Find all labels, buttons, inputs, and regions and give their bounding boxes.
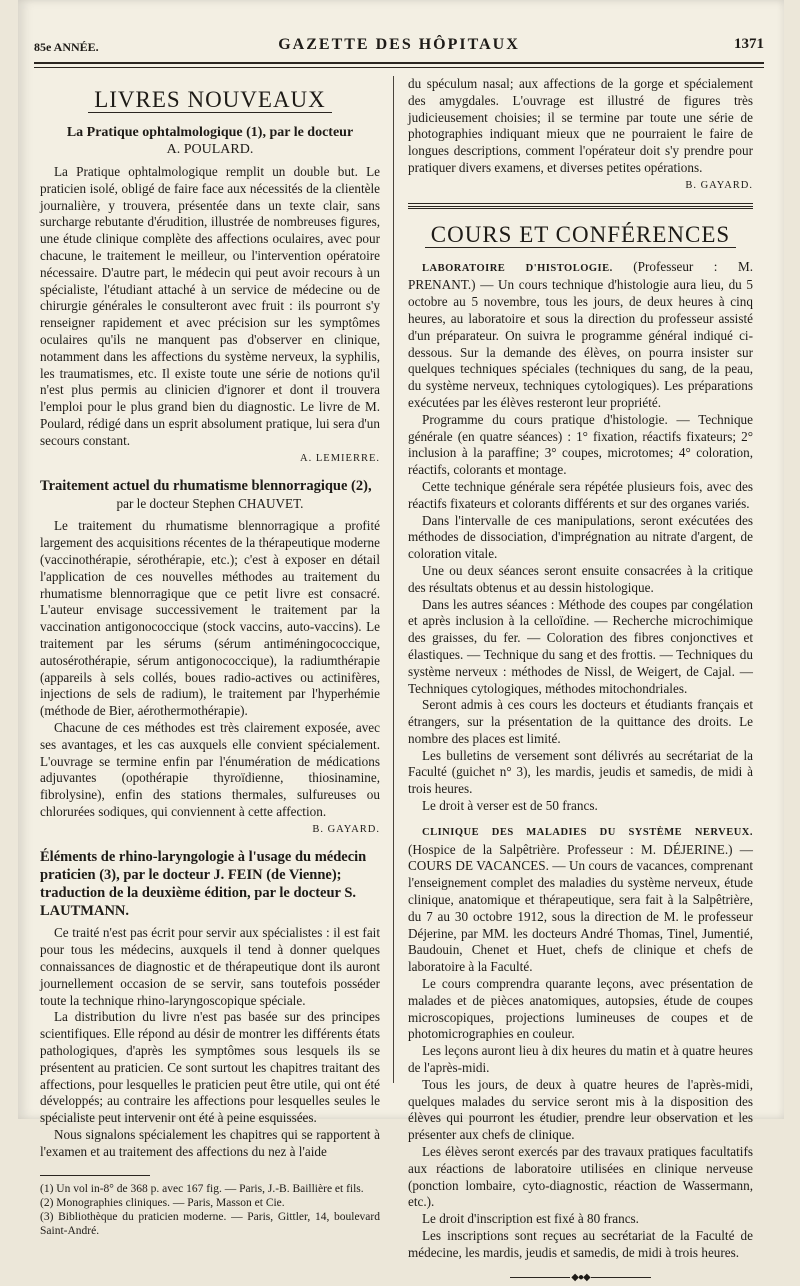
book3-signature: B. GAYARD. (685, 179, 753, 191)
book1-heading (40, 124, 380, 158)
book1-signature: A. LEMIERRE. (300, 452, 380, 464)
histology-p9: Le droit à verser est de 50 francs. (422, 798, 598, 814)
section-title-text: LIVRES NOUVEAUX (88, 87, 332, 113)
book3-review-p1: Ce traité n'est pas écrit pour servir aux spécialistes : il est fait pour tous les médecins, auxquels il tend à donner quelques connaissances de diagnostic et de thérapeutique dont ils auront journellement occasion de se servir, sans toutefois posséder toute la technique rhino-laryngoscopique spéciale. (40, 925, 380, 1008)
book3-review-continued: du spéculum nasal; aux affections de la gorge et spécialement des amygdales. L'ouvrage est illustré de figures très judicieusement choisies; il se termine par toute une série de photographies indiquant mieux que ne pourraient le faire de longues descriptions, comment l'opérateur doit s'y prendre pour pratiquer divers examens, et diverses petites opérations. (408, 76, 753, 175)
section-title-cours (408, 221, 753, 249)
clinique-p2: Le cours comprendra quarante leçons, avec présentation de malades et de pièces anatomiques, autopsies, étude de coupes microscopiques, projections lumineuses de coupes et de photomicrographies en couleur. (408, 976, 753, 1042)
book1-title: La Pratique ophtalmologique (1), par le docteur (66, 125, 354, 140)
book1-author: A. POULARD. (166, 142, 254, 157)
book2-author: par le docteur Stephen CHAUVET. (116, 496, 304, 512)
histology-p4: Dans l'intervalle de ces manipulations, seront exécutées des méthodes de dissociation, d'imprégnation au nitrate d'argent, de coloration vitale. (408, 512, 753, 562)
column-separator (393, 76, 394, 1083)
section-divider (408, 203, 753, 204)
journal-title: GAZETTE DES HÔPITAUX (278, 36, 520, 53)
histology-p3: Cette technique générale sera répétée plusieurs fois, avec des réactifs fixateurs et colorants différents et sur des organes variés. (408, 478, 753, 511)
section-title-cours-text: COURS ET CONFÉRENCES (425, 222, 736, 248)
left-column (40, 82, 380, 1238)
histology-program: Programme du cours pratique d'histologie. — Technique générale (en quatre séances) : 1° fixation, réactifs fixateurs; 2° inclusion à la paraffine; 3° coupes, microtomes; 4° coloration, réactifs, colorants et montage. (408, 411, 753, 478)
footnote-rule (40, 1175, 150, 1176)
end-ornament: ◆●◆ (408, 1270, 753, 1286)
book2-review-p2: Chacune de ces méthodes est très clairement exposée, avec ses avantages, et les cas auxquels elle convient spécialement. L'ouvrage se termine enfin par l'énumération de médications adjuvantes (opothérapie thyroïdienne, thiosinamine, fibrolysine), enfin des stations thermales, sulfureuses ou chlorurées sodiques, qui conviennent à cette affection. (40, 719, 380, 819)
footnote-2: (2) Monographies cliniques. — Paris, Masson et Cie. (40, 1196, 285, 1209)
page-number: 1371 (734, 36, 764, 52)
book2-review-p1: Le traitement du rhumatisme blennorragique a profité largement des acquisitions récentes de la thérapeutique moderne (vaccinothérapie, sérothérapie, etc.); c'est à exposer en détail l'application de ces nouvelles méthodes au traitement du rhumatisme blennorragique que ce petit livre est consacré. L'auteur envisage successivement le traitement par la vaccination antigonococcique (stock vaccins, auto-vaccins). Le traitement par les sérums (sérum antiméningococcique, autosérothérapie, sérum antigonococcique), la radiumthérapie (appareils à sels collés, boues radio-actives ou actinifères, injections de sels de radium), le traitement par l'hyperhémie (méthode de Bier, aérothermothérapie). (40, 518, 380, 719)
clinique-p6: Le droit d'inscription est fixé à 80 francs. (422, 1211, 639, 1227)
clinique-intro: (Hospice de la Salpêtrière. Professeur : M. DÉJERINE.) — COURS DE VACANCES. — Un cours de vacances, comprenant l'enseignement complet des maladies du système nerveux, étude clinique, anatomique et thérapeutique, sera fait à la Salpêtrière, du 7 au 30 octobre 1912, sous la direction de M. le professeur Déjerine, par MM. les docteurs André Thomas, Tinel, Jumentié, Baudouin, Chenet et Huet, chefs de clinique et chefs de laboratoire à la Faculté. (408, 841, 753, 975)
clinique-p4: Tous les jours, de deux à quatre heures de l'après-midi, quelques malades du service seront mis à la disposition des élèves qui pourront les étudier, prendre leur observation et les présenter aux chefs de clinique. (408, 1076, 753, 1143)
newspaper-page (18, 0, 784, 1283)
book3-heading: Éléments de rhino-laryngologie à l'usage du médecin praticien (3), par le docteur J. FEIN (de Vienne); traduction de la deuxième édition, par le docteur S. LAUTMANN. (40, 849, 367, 920)
clinique-p7: Les inscriptions sont reçues au secrétariat de la Faculté de médecine, les mardis, jeudis et samedis, de midi à trois heures. (408, 1228, 753, 1260)
footnote-1: (1) Un vol in-8° de 368 p. avec 167 fig. — Paris, J.-B. Baillière et fils. (40, 1182, 364, 1195)
footnote-3: (3) Bibliothèque du praticien moderne. — Paris, Gittler, 14, boulevard Saint-André. (40, 1210, 380, 1237)
histology-p8: Les bulletins de versement sont délivrés au secrétariat de la Faculté (guichet n° 3), les mardis, jeudis et samedis, de midi à trois heures. (408, 747, 753, 797)
histology-notice (408, 259, 753, 412)
histology-professor: (Professeur : M. PRENANT.) (408, 258, 753, 293)
book2-title: Traitement actuel du rhumatisme blennorragique (2), (40, 478, 372, 495)
book1-review: La Pratique ophtalmologique remplit un double but. Le praticien isolé, obligé de faire face aux nécessités de la clientèle journalière, y trouvera, présentée dans un texte clair, sans surcharge rebutante d'érudition, illustrée de nombreuses figures, une étude clinique complète des affections oculaires, avec pour chacune, le traitement le meilleur, ou l'intervention opératoire nécessaire. D'autre part, le médecin qui peut avoir recours à un spécialiste, l'étudiant attaché à un service de médecine ou de chirurgie générales le consulteront avec fruit : ils pourront s'y renseigner rapidement et avec précision sur les symptômes oculaires qu'ils ne manquent pas d'observer en clinique, notamment dans les affections du système nerveux, la syphilis, les traumatismes, etc. Il existe toute une série de notions qu'il n'est plus permis au clinicien d'ignorer et dont il trouvera l'emploi pour le plus grand bien du diagnostic. Le livre de M. Poulard, rédigé dans un esprit absolument pratique, lui sera d'un secours constant. (40, 164, 380, 448)
clinique-p3: Les leçons auront lieu à dix heures du matin et à quatre heures de l'après-midi. (408, 1043, 753, 1076)
book2-heading (40, 477, 380, 513)
clinique-heading: CLINIQUE DES MALADIES DU SYSTÈME NERVEUX. (422, 826, 753, 838)
section-title-livres (40, 86, 380, 114)
volume-year: 85e ANNÉE. (34, 40, 99, 54)
histology-p5: Une ou deux séances seront ensuite consacrées à la critique des résultats obtenus et au dessin histologique. (408, 562, 753, 595)
book3-review-p3: Nous signalons spécialement les chapitres qui se rapportent à l'examen et au traitement des affections du nez à l'aide (40, 1127, 380, 1159)
header-rule-thin (34, 67, 764, 68)
book3-review-p2: La distribution du livre n'est pas basée sur des principes scientifiques. Elle répond au désir de montrer les différents états pathologiques, d'après les symptômes sous lesquels ils se présentent au praticien. Ce sont surtout les chapitres traitant des affections, pour lesquelles le praticien peut être utile, qui ont été développés; au contraire les affections pour lesquelles seules le spécialiste peut intervenir ont été à peine esquissées. (40, 1009, 380, 1126)
clinique-p5: Les élèves seront exercés par des travaux pratiques facultatifs aux réactions de laboratoire utilisées en clinique nerveuse (ponction lombaire, cyto-diagnostic, réaction de Wassermann, etc.). (408, 1144, 753, 1210)
footnotes (40, 1182, 380, 1238)
histology-text: — Un cours technique d'histologie aura lieu, du 5 octobre au 5 novembre, tous les jours, de deux heures à cinq heures, au laboratoire et sous la direction du professeur assisté d'un préparateur. On suivra le programme général indiqué ci-dessous. Sur la demande des élèves, on pourra insister sur quelques techniques spéciales (techniques du sang, de la peau, du système nerveux, techniques cytologiques). Les préparations exécutées par les élèves resteront leur propriété. (408, 277, 754, 410)
header-rule (34, 62, 764, 64)
clinique-notice (408, 823, 753, 976)
histology-p6: Dans les autres séances : Méthode des coupes par congélation et après inclusion à la celloïdine. — Recherche microchimique des graisses, du fer. — Coloration des fibres conjonctives et élastiques. — Technique du sang et des frottis. — Techniques du système nerveux : méthodes de Nissl, de Weigert, de Cajal. — Techniques cytologiques, méthodes mitochondriales. (408, 596, 753, 696)
histology-p7: Seront admis à ces cours les docteurs et étudiants français et étrangers, sur la présentation de la quittance des droits. Le nombre des places est limité. (408, 697, 753, 746)
section-divider-double (408, 206, 753, 211)
right-column (408, 76, 753, 1286)
running-header (34, 36, 764, 58)
book2-signature: B. GAYARD. (312, 823, 380, 835)
histology-heading: LABORATOIRE D'HISTOLOGIE. (422, 262, 613, 274)
